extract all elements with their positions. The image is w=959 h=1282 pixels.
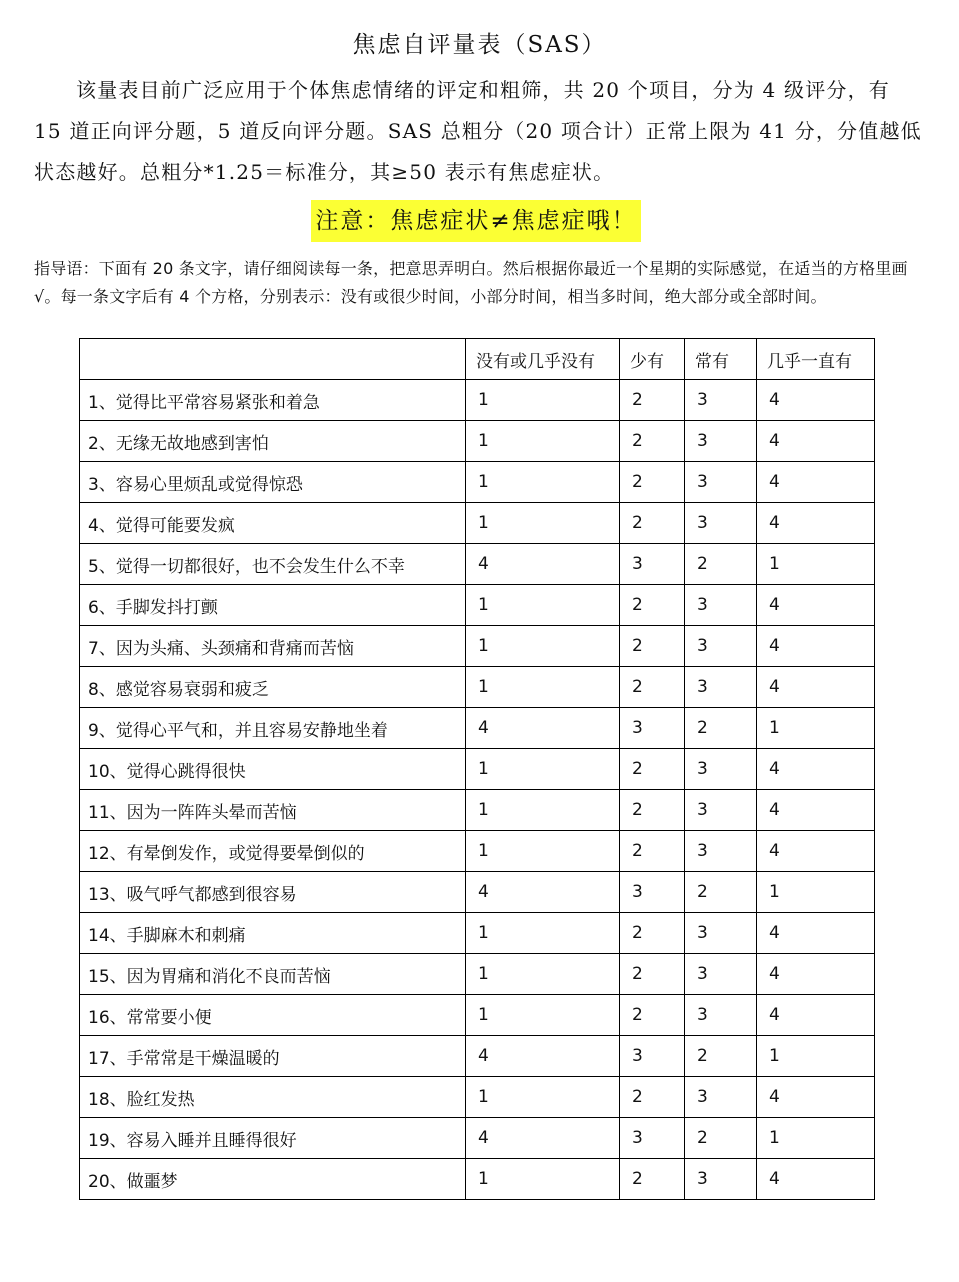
table-row (80, 380, 875, 421)
score-always[interactable]: 4 (757, 1159, 875, 1200)
score-none[interactable]: 1 (466, 790, 620, 831)
score-always[interactable]: 4 (757, 995, 875, 1036)
score-often[interactable]: 2 (685, 1036, 757, 1077)
score-often[interactable]: 2 (685, 708, 757, 749)
header-always: 几乎一直有 (757, 339, 875, 380)
score-little[interactable]: 2 (620, 1159, 685, 1200)
score-little[interactable]: 3 (620, 708, 685, 749)
item-text: 19、容易入睡并且睡得很好 (80, 1118, 466, 1159)
score-none[interactable]: 4 (466, 1036, 620, 1077)
score-none[interactable]: 1 (466, 913, 620, 954)
score-often[interactable]: 3 (685, 790, 757, 831)
score-always[interactable]: 4 (757, 626, 875, 667)
score-always[interactable]: 4 (757, 462, 875, 503)
table-row (80, 708, 875, 749)
score-often[interactable]: 3 (685, 954, 757, 995)
score-none[interactable]: 1 (466, 462, 620, 503)
item-text: 17、手常常是干燥温暖的 (80, 1036, 466, 1077)
item-text: 4、觉得可能要发疯 (80, 503, 466, 544)
header-little: 少有 (620, 339, 685, 380)
score-little[interactable]: 2 (620, 462, 685, 503)
score-always[interactable]: 4 (757, 954, 875, 995)
score-often[interactable]: 2 (685, 872, 757, 913)
table-row (80, 831, 875, 872)
item-text: 5、觉得一切都很好，也不会发生什么不幸 (80, 544, 466, 585)
score-little[interactable]: 2 (620, 585, 685, 626)
score-often[interactable]: 3 (685, 667, 757, 708)
item-text: 8、感觉容易衰弱和疲乏 (80, 667, 466, 708)
score-little[interactable]: 2 (620, 503, 685, 544)
score-often[interactable]: 2 (685, 544, 757, 585)
score-little[interactable]: 3 (620, 544, 685, 585)
item-text: 6、手脚发抖打颤 (80, 585, 466, 626)
document-title: 焦虑自评量表（SAS） (352, 32, 607, 58)
score-often[interactable]: 3 (685, 380, 757, 421)
score-always[interactable]: 4 (757, 831, 875, 872)
table-row (80, 954, 875, 995)
table-header-row (80, 339, 875, 380)
score-always[interactable]: 1 (757, 708, 875, 749)
header-item (80, 339, 466, 380)
header-none: 没有或几乎没有 (466, 339, 620, 380)
item-text: 16、常常要小便 (80, 995, 466, 1036)
score-none[interactable]: 4 (466, 872, 620, 913)
sas-score-table (79, 338, 875, 1200)
item-text: 7、因为头痛、头颈痛和背痛而苦恼 (80, 626, 466, 667)
score-little[interactable]: 2 (620, 790, 685, 831)
score-often[interactable]: 3 (685, 831, 757, 872)
score-always[interactable]: 4 (757, 790, 875, 831)
score-often[interactable]: 3 (685, 749, 757, 790)
table-row (80, 626, 875, 667)
item-text: 20、做噩梦 (80, 1159, 466, 1200)
score-always[interactable]: 1 (757, 1118, 875, 1159)
score-little[interactable]: 2 (620, 626, 685, 667)
score-none[interactable]: 1 (466, 831, 620, 872)
score-none[interactable]: 1 (466, 380, 620, 421)
score-often[interactable]: 2 (685, 1118, 757, 1159)
score-always[interactable]: 1 (757, 872, 875, 913)
score-little[interactable]: 2 (620, 1077, 685, 1118)
item-text: 9、觉得心平气和，并且容易安静地坐着 (80, 708, 466, 749)
score-always[interactable]: 4 (757, 585, 875, 626)
table-row (80, 790, 875, 831)
score-often[interactable]: 3 (685, 462, 757, 503)
score-always[interactable]: 4 (757, 913, 875, 954)
score-often[interactable]: 3 (685, 626, 757, 667)
score-little[interactable]: 2 (620, 380, 685, 421)
score-always[interactable]: 4 (757, 503, 875, 544)
score-always[interactable]: 4 (757, 667, 875, 708)
instructions-paragraph: 指导语：下面有 20 条文字，请仔细阅读每一条，把意思弄明白。然后根据你最近一个星期的实际感觉，在适当的方格里画√。每一条文字后有 4 个方格，分别表示：没有或很少时间，小部分时间，相当多时间，绝大部分或全部时间。 (34, 259, 908, 306)
table-row (80, 749, 875, 790)
score-none[interactable]: 1 (466, 626, 620, 667)
score-little[interactable]: 2 (620, 831, 685, 872)
score-often[interactable]: 3 (685, 503, 757, 544)
table-row (80, 1118, 875, 1159)
table-row (80, 913, 875, 954)
score-little[interactable]: 2 (620, 749, 685, 790)
score-none[interactable]: 1 (466, 1077, 620, 1118)
item-text: 10、觉得心跳得很快 (80, 749, 466, 790)
score-none[interactable]: 1 (466, 749, 620, 790)
item-text: 14、手脚麻木和刺痛 (80, 913, 466, 954)
score-always[interactable]: 4 (757, 749, 875, 790)
score-always[interactable]: 4 (757, 421, 875, 462)
table-row (80, 544, 875, 585)
score-little[interactable]: 2 (620, 913, 685, 954)
item-text: 18、脸红发热 (80, 1077, 466, 1118)
highlighted-notice: 注意：焦虑症状≠焦虑症哦！ (311, 200, 641, 242)
score-little[interactable]: 2 (620, 421, 685, 462)
score-none[interactable]: 1 (466, 667, 620, 708)
item-text: 13、吸气呼气都感到很容易 (80, 872, 466, 913)
table-row (80, 1036, 875, 1077)
score-always[interactable]: 4 (757, 380, 875, 421)
score-none[interactable]: 1 (466, 421, 620, 462)
score-none[interactable]: 1 (466, 503, 620, 544)
table-row (80, 872, 875, 913)
item-text: 1、觉得比平常容易紧张和着急 (80, 380, 466, 421)
score-none[interactable]: 1 (466, 585, 620, 626)
score-often[interactable]: 3 (685, 585, 757, 626)
item-text: 15、因为胃痛和消化不良而苦恼 (80, 954, 466, 995)
score-often[interactable]: 3 (685, 1077, 757, 1118)
score-always[interactable]: 4 (757, 1077, 875, 1118)
table-row (80, 503, 875, 544)
score-none[interactable]: 4 (466, 544, 620, 585)
score-little[interactable]: 2 (620, 667, 685, 708)
table-row (80, 462, 875, 503)
table-row (80, 1159, 875, 1200)
score-always[interactable]: 1 (757, 544, 875, 585)
score-none[interactable]: 1 (466, 1159, 620, 1200)
item-text: 12、有晕倒发作，或觉得要晕倒似的 (80, 831, 466, 872)
intro-paragraph: 该量表目前广泛应用于个体焦虑情绪的评定和粗筛，共 20 个项目，分为 4 级评分，有 15 道正向评分题，5 道反向评分题。SAS 总粗分（20 项合计）正常上限为 41 分，分值越低状态越好。总粗分*1.25＝标准分，其≥50 表示有焦虑症状。 (34, 78, 922, 184)
score-little[interactable]: 3 (620, 1036, 685, 1077)
score-none[interactable]: 1 (466, 995, 620, 1036)
item-text: 2、无缘无故地感到害怕 (80, 421, 466, 462)
score-often[interactable]: 3 (685, 913, 757, 954)
item-text: 3、容易心里烦乱或觉得惊恐 (80, 462, 466, 503)
score-often[interactable]: 3 (685, 995, 757, 1036)
table-row (80, 1077, 875, 1118)
score-none[interactable]: 1 (466, 954, 620, 995)
score-little[interactable]: 2 (620, 995, 685, 1036)
table-row (80, 421, 875, 462)
score-none[interactable]: 4 (466, 1118, 620, 1159)
item-text: 11、因为一阵阵头晕而苦恼 (80, 790, 466, 831)
score-none[interactable]: 4 (466, 708, 620, 749)
table-row (80, 585, 875, 626)
score-little[interactable]: 2 (620, 954, 685, 995)
score-little[interactable]: 3 (620, 1118, 685, 1159)
score-always[interactable]: 1 (757, 1036, 875, 1077)
table-row (80, 667, 875, 708)
score-little[interactable]: 3 (620, 872, 685, 913)
score-often[interactable]: 3 (685, 1159, 757, 1200)
score-often[interactable]: 3 (685, 421, 757, 462)
table-row (80, 995, 875, 1036)
header-often: 常有 (685, 339, 757, 380)
